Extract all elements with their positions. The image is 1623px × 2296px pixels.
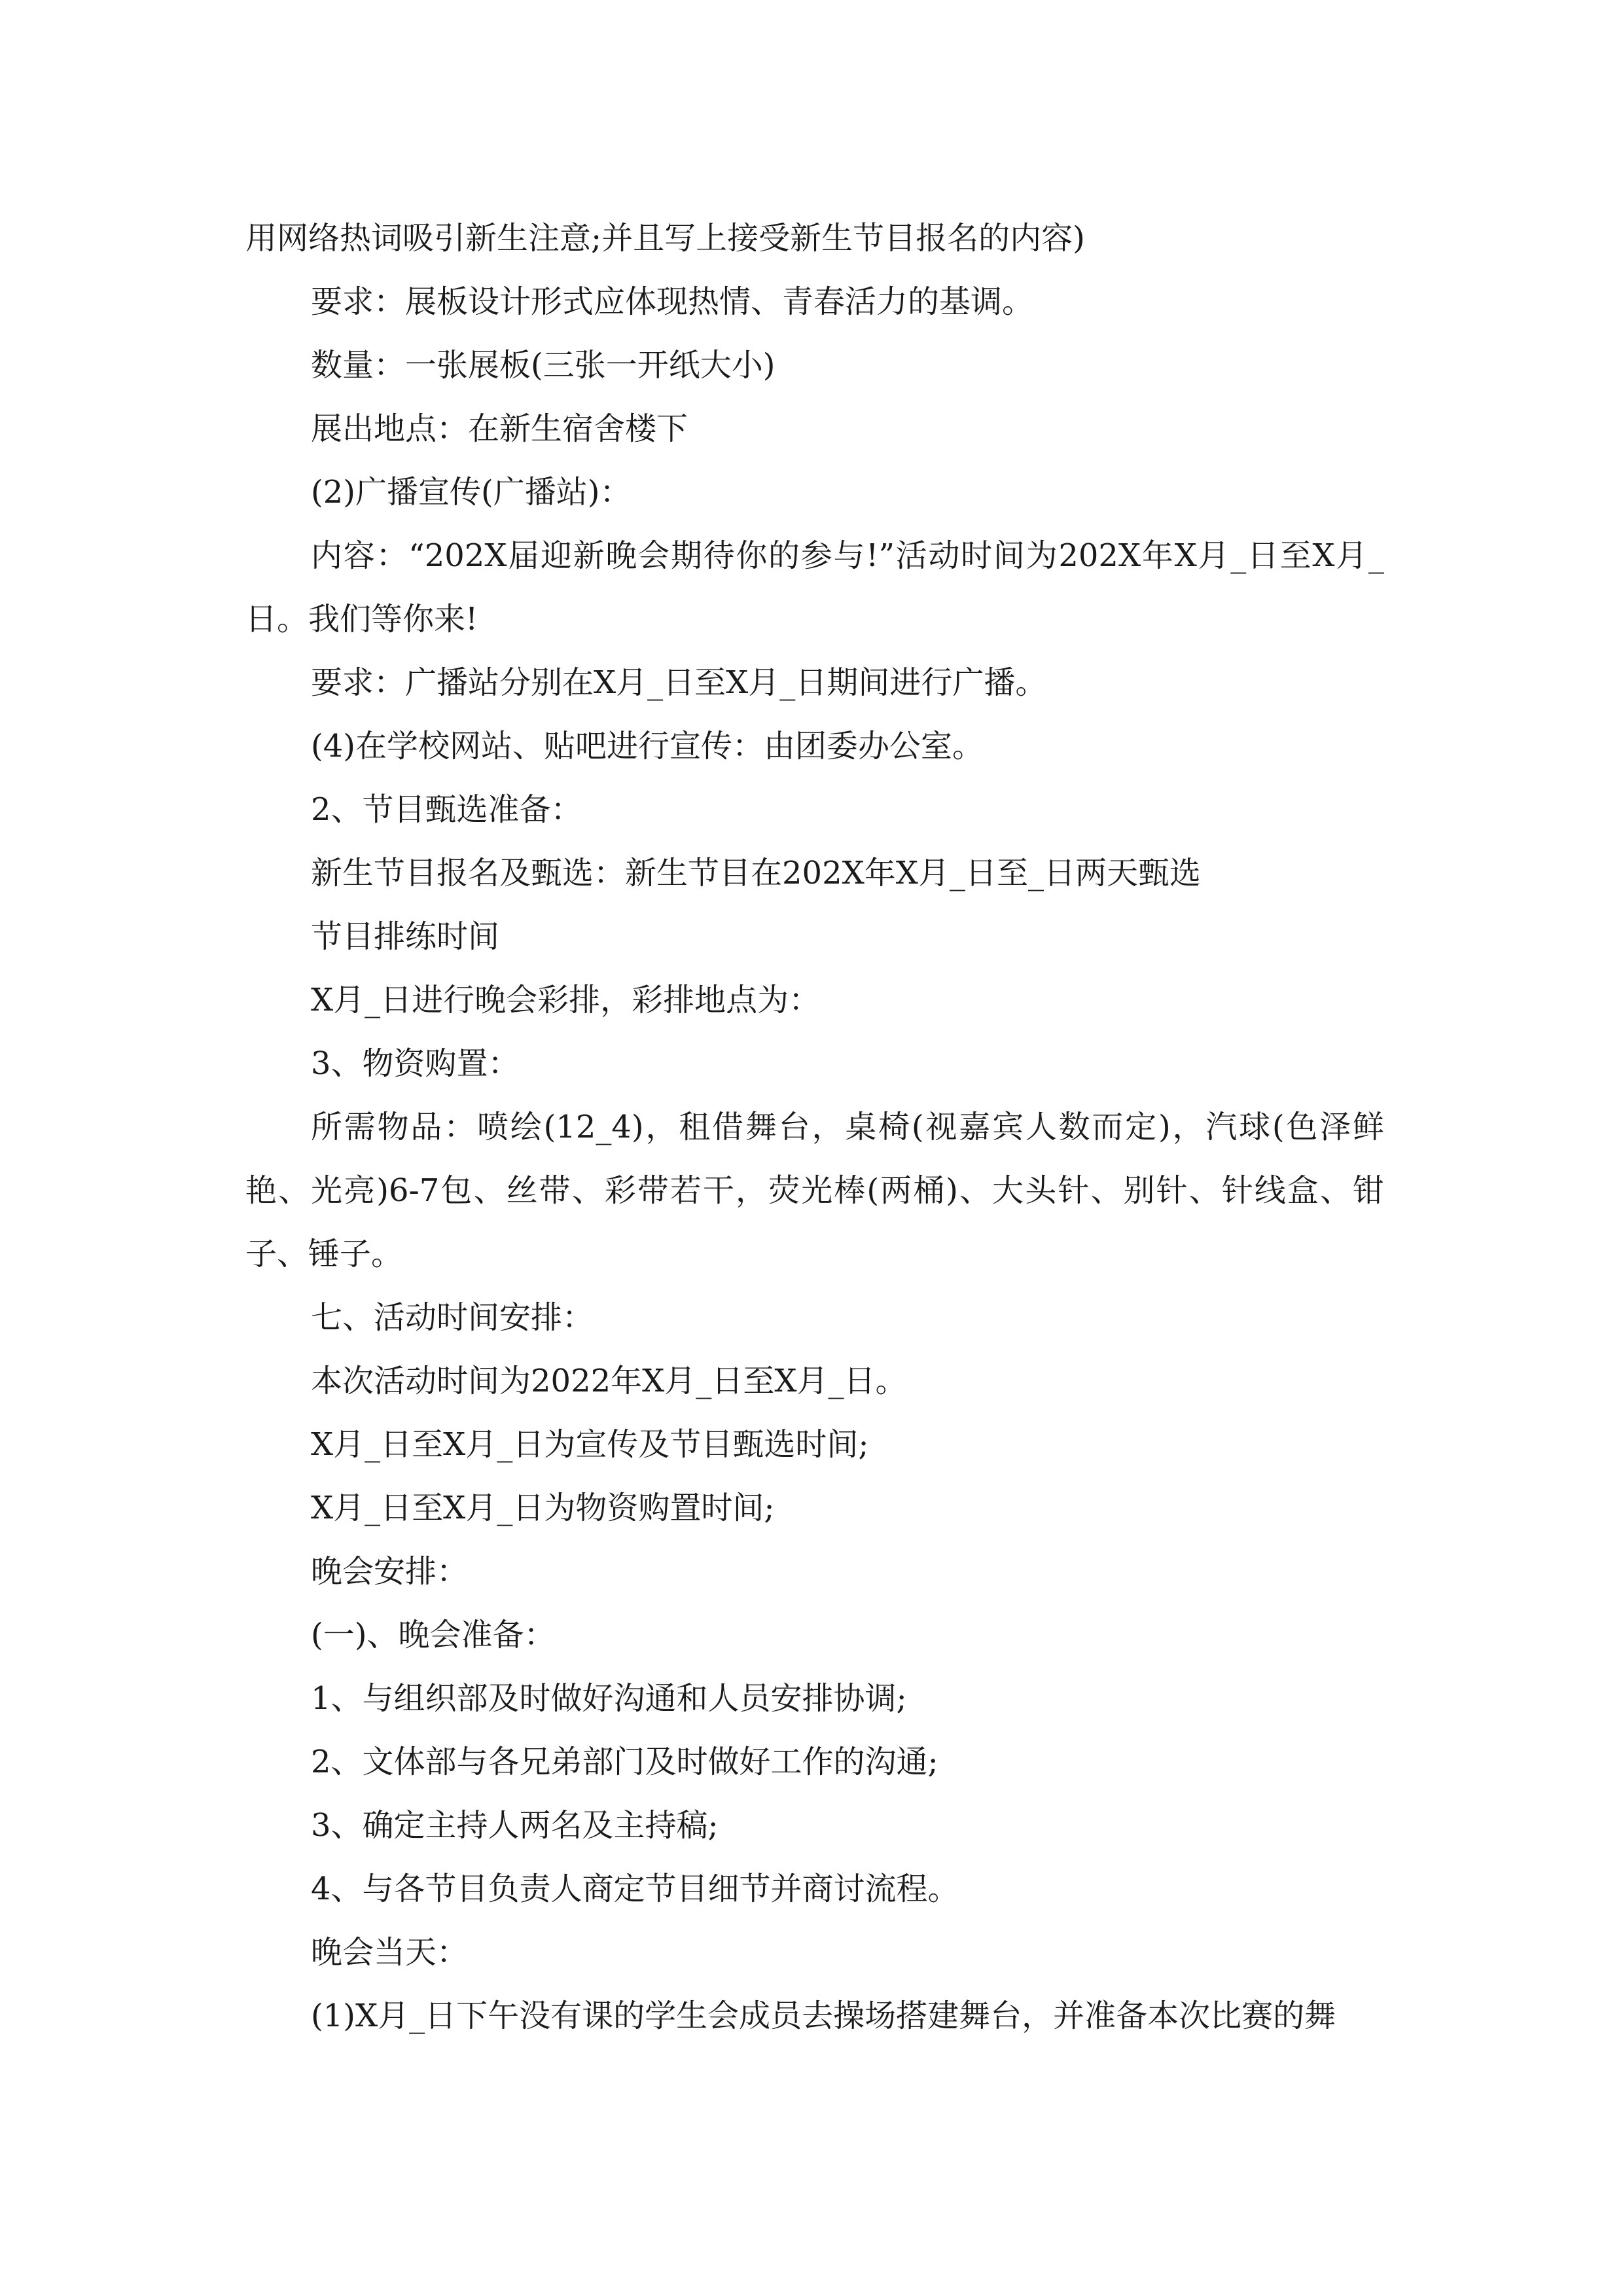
paragraph: (1)X月_日下午没有课的学生会成员去操场搭建舞台，并准备本次比赛的舞	[311, 1998, 1336, 2034]
paragraph: (4)在学校网站、贴吧进行宣传：由团委办公室。	[311, 728, 984, 764]
paragraph: 内容：“202X届迎新晚会期待你的参与!”活动时间为202X年X月_日至X月_日。我们等你来!	[245, 537, 1384, 637]
paragraph: 3、物资购置：	[311, 1045, 520, 1082]
paragraph: 本次活动时间为2022年X月_日至X月_日。	[311, 1363, 907, 1399]
paragraph: 2、节目甄选准备：	[311, 791, 582, 828]
paragraph: 数量：一张展板(三张一开纸大小)	[311, 347, 776, 384]
paragraph: 用网络热词吸引新生注意;并且写上接受新生节目报名的内容)	[245, 220, 1085, 257]
paragraph: 2、文体部与各兄弟部门及时做好工作的沟通;	[311, 1744, 938, 1780]
paragraph: 要求：广播站分别在X月_日至X月_日期间进行广播。	[311, 664, 1047, 701]
paragraph: 3、确定主持人两名及主持稿;	[311, 1807, 719, 1844]
paragraph: 晚会安排：	[311, 1553, 469, 1590]
paragraph: (2)广播宣传(广播站)：	[311, 474, 632, 511]
paragraph: 4、与各节目负责人商定节目细节并商讨流程。	[311, 1871, 959, 1907]
document-body	[245, 207, 1384, 2048]
paragraph: 节目排练时间	[311, 918, 500, 955]
paragraph: 展出地点：在新生宿舍楼下	[311, 410, 688, 447]
paragraph: 晚会当天：	[311, 1934, 469, 1971]
paragraph: 1、与组织部及时做好沟通和人员安排协调;	[311, 1680, 907, 1717]
paragraph: 七、活动时间安排：	[311, 1299, 594, 1336]
paragraph: 要求：展板设计形式应体现热情、青春活力的基调。	[311, 283, 1034, 320]
paragraph: (一)、晚会准备：	[311, 1617, 556, 1653]
paragraph: X月_日进行晚会彩排，彩排地点为：	[311, 982, 821, 1018]
paragraph: 所需物品：喷绘(12_4)，租借舞台，桌椅(视嘉宾人数而定)，汽球(色泽鲜艳、光亮)6-7包、丝带、彩带若干，荧光棒(两桶)、大头针、别针、针线盒、钳子、锤子。	[245, 1109, 1384, 1272]
paragraph: X月_日至X月_日为物资购置时间;	[311, 1490, 775, 1526]
paragraph: X月_日至X月_日为宣传及节目甄选时间;	[311, 1426, 869, 1463]
paragraph: 新生节目报名及甄选：新生节目在202X年X月_日至_日两天甄选	[311, 855, 1201, 891]
